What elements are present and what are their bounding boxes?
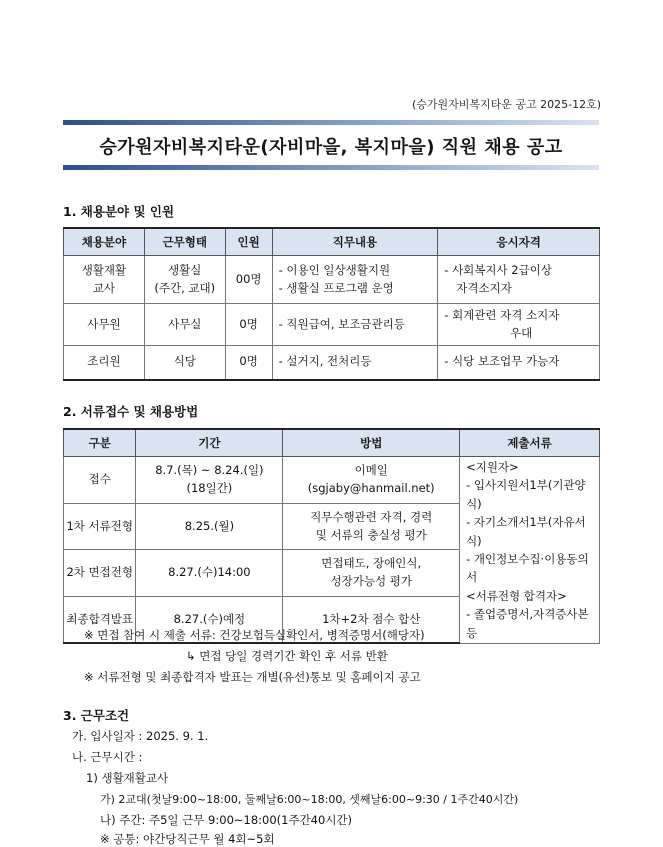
stage-cell: 2차 면접전형 [64,550,136,597]
table-row [64,256,600,304]
shift-day: 나) 주간: 주5일 근무 9:00~18:00(1주간40시간) [100,813,353,827]
duty-cell: - 직원급여, 보조금관리등 [272,304,438,346]
type-cell: 생활실 (주간, 교대) [144,256,225,304]
col-header-period: 기간 [136,429,283,457]
col-header-field: 채용분야 [64,228,145,256]
method-cell: 직무수행관련 자격, 경력 및 서류의 충실성 평가 [283,503,460,550]
note-interview-documents: ※ 면접 참여 시 제출 서류: 건강보험득실확인서, 병적증명서(해당자) [84,628,425,642]
qual-cell: - 회계관련 자격 소지자 우대 [438,304,600,346]
work-hours-label: 나. 근무시간 : [72,750,143,764]
field-cell: 생활재활 교사 [64,256,145,304]
start-date: 가. 입사일자 : 2025. 9. 1. [72,729,209,743]
title-band [63,120,599,170]
type-cell: 식당 [144,346,225,380]
field-cell: 조리원 [64,346,145,380]
period-cell: 8.27.(수)14:00 [136,550,283,597]
work-hours-teacher: 1) 생활재활교사 [86,771,169,785]
period-cell: 8.25.(월) [136,503,283,550]
documents-cell: <지원자> - 입사지원서1부(기관양식) - 자기소개서1부(자유서식) - 개인정보수집·이용동의서 <서류전형 합격자> - 졸업증명서,자격증사본등 [460,457,600,644]
section2-heading: 2. 서류접수 및 채용방법 [63,404,199,419]
table-row [64,457,600,504]
process-table [63,428,600,644]
method-cell: 면접태도, 장애인식, 성장가능성 평가 [283,550,460,597]
method-cell: 1차+2차 점수 합산 [283,597,460,644]
note-announcement: ※ 서류전형 및 최종합격자 발표는 개별(유선)통보 및 홈페이지 공고 [84,670,421,684]
section3-heading: 3. 근무조건 [63,708,130,723]
col-header-type: 근무형태 [144,228,225,256]
qual-cell: - 식당 보조업무 가능자 [438,346,600,380]
count-cell: 0명 [225,346,272,380]
duty-cell: - 이용인 일상생활지원 - 생활실 프로그램 운영 [272,256,438,304]
type-cell: 사무실 [144,304,225,346]
process-header-row [64,429,600,457]
note-document-return: ↳ 면접 당일 경력기간 확인 후 서류 반환 [186,649,388,663]
qual-cell: - 사회복지사 2급이상 자격소지자 [438,256,600,304]
night-duty-note: ※ 공통: 야간당직근무 월 4회~5회 [100,832,275,846]
field-cell: 사무원 [64,304,145,346]
recruit-header-row [64,228,600,256]
stage-cell: 최종합격발표 [64,597,136,644]
notice-number: (승가원자비복지타운 공고 2025-12호) [411,98,601,111]
section1-heading: 1. 채용분야 및 인원 [63,204,175,219]
shift-two: 가) 2교대(첫날9:00~18:00, 둘째날6:00~18:00, 셋째날6:00~9:30 / 1주간40시간) [100,793,519,806]
period-cell: 8.27.(수)예정 [136,597,283,644]
count-cell: 00명 [225,256,272,304]
col-header-documents: 제출서류 [460,429,600,457]
title-bar-top [63,120,599,125]
period-cell: 8.7.(목) ~ 8.24.(일) (18일간) [136,457,283,504]
table-row [64,304,600,346]
table-row [64,346,600,380]
col-header-qual: 응시자격 [438,228,600,256]
method-cell: 이메일 (sgjaby@hanmail.net) [283,457,460,504]
duty-cell: - 설거지, 전처리등 [272,346,438,380]
col-header-count: 인원 [225,228,272,256]
col-header-duty: 직무내용 [272,228,438,256]
title-bar-bottom [63,165,599,170]
stage-cell: 접수 [64,457,136,504]
col-header-method: 방법 [283,429,460,457]
count-cell: 0명 [225,304,272,346]
col-header-stage: 구분 [64,429,136,457]
stage-cell: 1차 서류전형 [64,503,136,550]
recruit-table [63,227,600,381]
page-title: 승가원자비복지타운(자비마을, 복지마을) 직원 채용 공고 [99,137,563,158]
